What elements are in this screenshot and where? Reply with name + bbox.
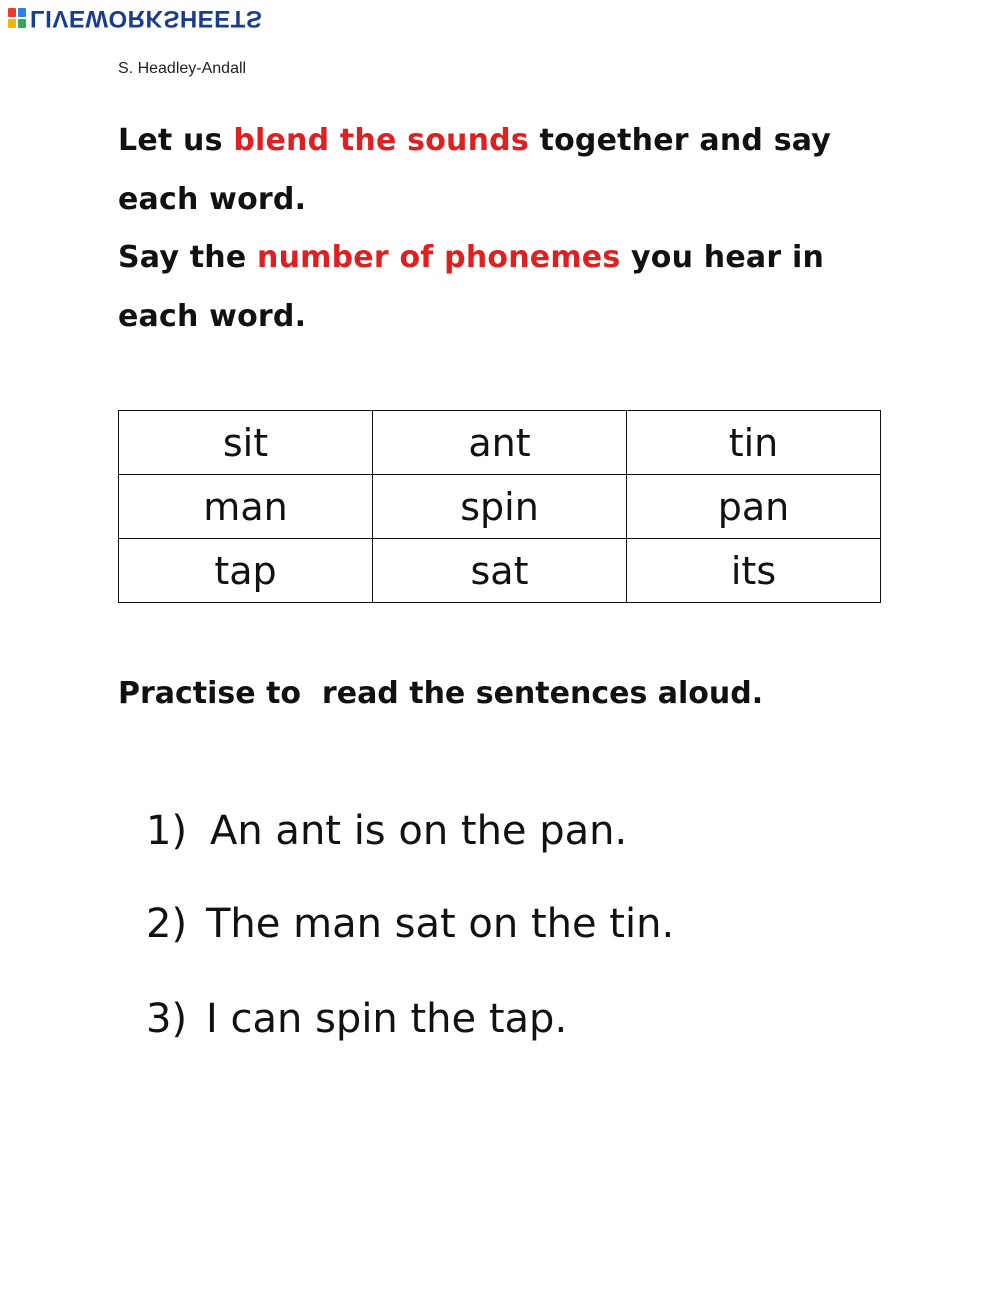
instruction-phonemes-after: you hear in each word.	[118, 240, 825, 334]
instruction-blend-highlight: blend the sounds	[233, 123, 529, 158]
sentence-text: The man sat on the tin.	[206, 901, 675, 947]
table-row	[119, 475, 881, 539]
liveworksheets-logo	[8, 6, 262, 30]
word-cell: sat	[373, 539, 627, 603]
sentence-item	[146, 996, 567, 1042]
instruction-phonemes	[118, 229, 878, 346]
sentence-item	[146, 901, 674, 947]
word-cell: its	[627, 539, 881, 603]
word-cell: man	[119, 475, 373, 539]
table-row	[119, 539, 881, 603]
sentence-text: I can spin the tap.	[206, 996, 568, 1042]
instruction-phonemes-before: Say the	[118, 240, 258, 275]
practise-heading: Practise to read the sentences aloud.	[118, 676, 764, 711]
sentence-number: 2)	[146, 901, 188, 947]
sentence-number: 3)	[146, 996, 188, 1042]
word-cell: sit	[119, 411, 373, 475]
instructions	[118, 112, 878, 346]
word-cell: pan	[627, 475, 881, 539]
sentence-number: 1)	[146, 808, 188, 854]
word-cell: tap	[119, 539, 373, 603]
logo-blocks-icon	[8, 8, 26, 28]
sentence-item	[146, 808, 627, 854]
logo-block-yellow	[8, 19, 16, 28]
logo-text: LIVEWORKSHEETS	[30, 5, 263, 32]
word-cell: tin	[627, 411, 881, 475]
word-cell: ant	[373, 411, 627, 475]
sentence-text: An ant is on the pan.	[210, 808, 628, 854]
author-name: S. Headley-Andall	[118, 60, 247, 77]
word-cell: spin	[373, 475, 627, 539]
table-row	[119, 411, 881, 475]
logo-block-red	[8, 8, 16, 17]
instruction-phonemes-highlight: number of phonemes	[257, 240, 621, 275]
instruction-blend	[118, 112, 878, 229]
logo-block-blue	[18, 8, 26, 17]
word-table	[118, 410, 881, 603]
instruction-blend-before: Let us	[118, 123, 234, 158]
logo-block-green	[18, 19, 26, 28]
instruction-blend-after: together and say each word.	[118, 123, 832, 217]
